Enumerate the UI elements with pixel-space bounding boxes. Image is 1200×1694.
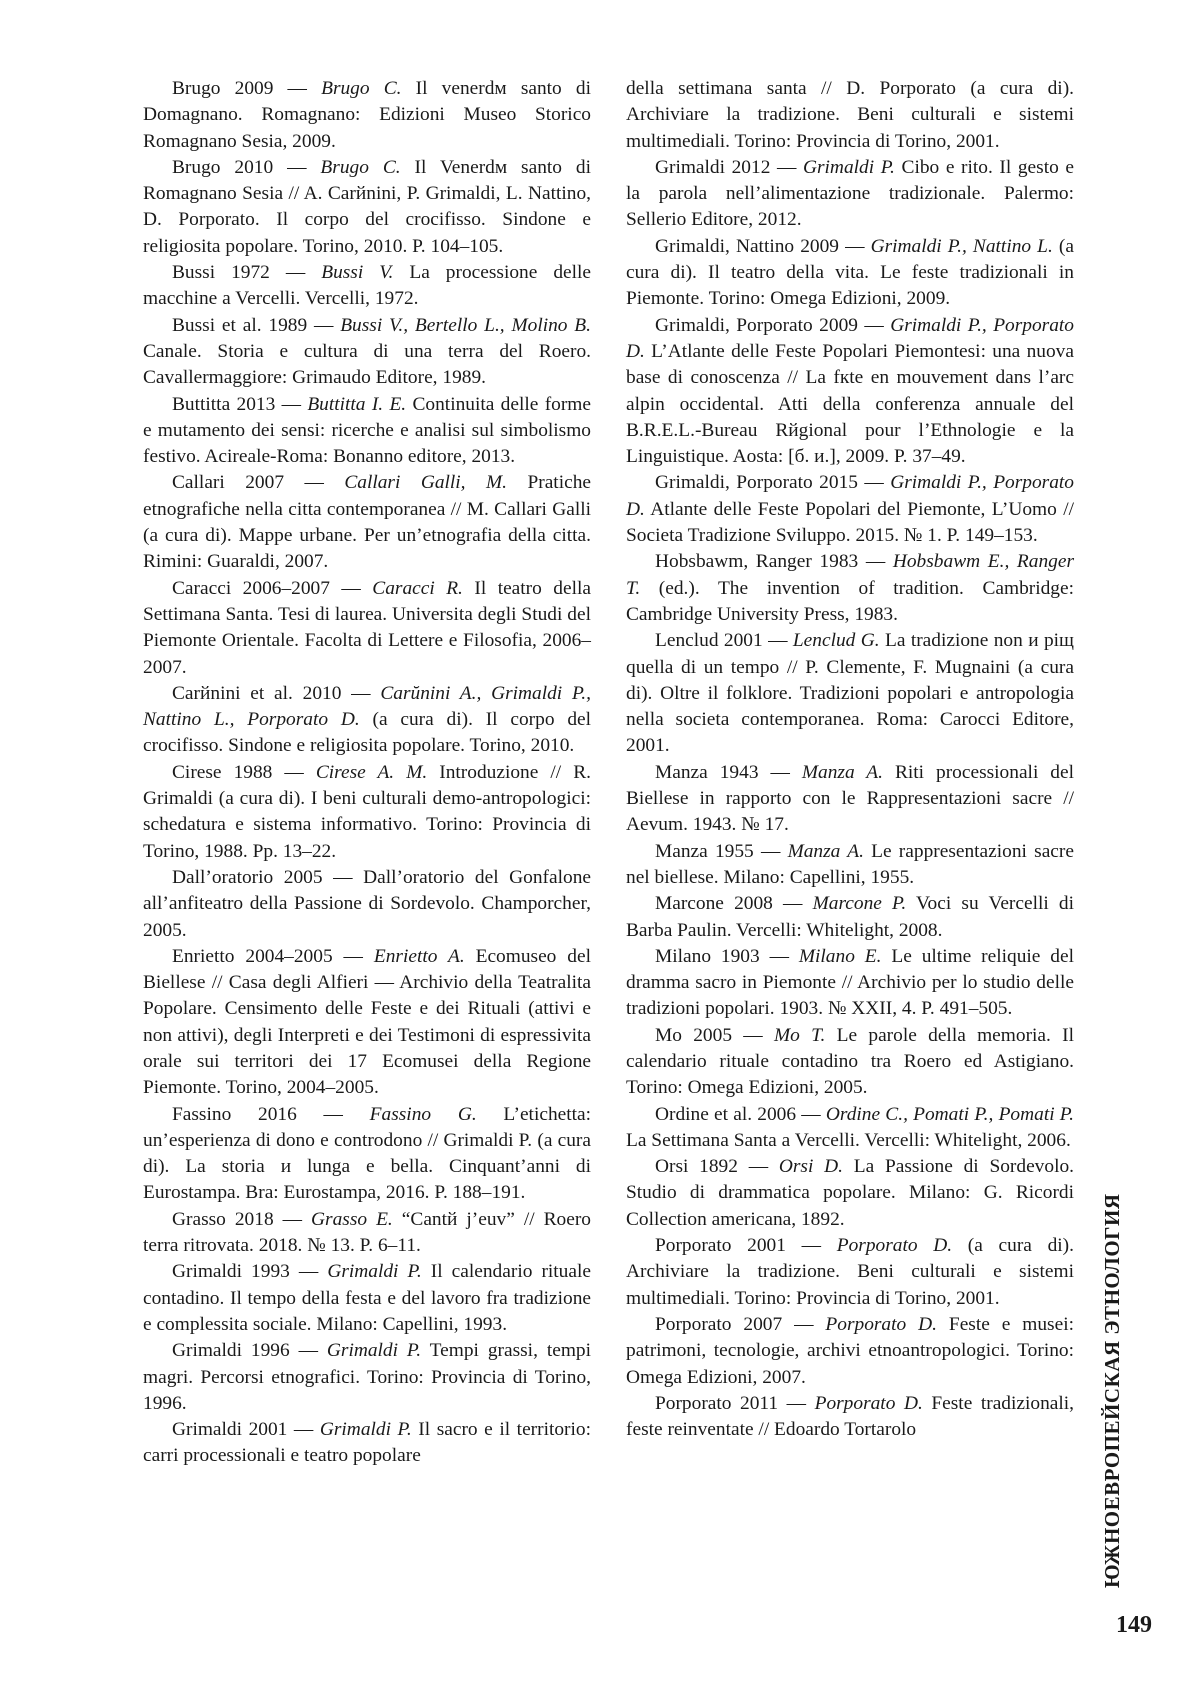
- reference-entry: [626, 234, 1074, 313]
- reference-entry: [626, 470, 1074, 549]
- reference-author: Porporato D.: [825, 1313, 937, 1335]
- reference-text: Canale. Storia e cultura di una terra del Roero. Cavallermaggiore: Grimaudo Editore, 1989.: [143, 340, 591, 389]
- reference-key: Milano 1903 —: [655, 945, 799, 967]
- reference-text: Feste tradizionali, feste reinventate // Edoardo Tortarolo: [626, 1392, 1075, 1441]
- reference-key: Orsi 1892 —: [655, 1156, 779, 1178]
- reference-text: Cibo e rito. Il gesto e la parola nell’alimentazione tradizionale. Palermo: Sellerio Editore, 2012.: [626, 156, 1074, 231]
- reference-key: Grimaldi 2001 —: [172, 1419, 320, 1441]
- reference-author: Bussi V.: [321, 262, 394, 284]
- reference-text: La Passione di Sordevolo. Studio di drammatica popolare. Milano: G. Ricordi Collection americana, 1892.: [626, 1156, 1075, 1230]
- reference-author: Enrietto A.: [373, 945, 465, 967]
- reference-entry: [626, 760, 1074, 839]
- reference-author: Grimaldi P.: [326, 1340, 422, 1362]
- reference-text: La processione delle macchine a Vercelli. Vercelli, 1972.: [143, 262, 592, 310]
- reference-entry: [143, 1417, 591, 1470]
- reference-entry: [143, 1102, 591, 1207]
- reference-key: Marcone 2008 —: [655, 893, 813, 915]
- reference-author: Cirese A. M.: [315, 761, 428, 783]
- reference-author: Milano E.: [798, 945, 882, 967]
- reference-author: Grimaldi P.: [319, 1419, 412, 1441]
- reference-entry: [626, 1391, 1074, 1444]
- reference-author: Brugo C.: [321, 78, 402, 99]
- reference-entry: [626, 1312, 1074, 1391]
- reference-entry: [143, 1259, 591, 1338]
- reference-key: Mo 2005 —: [655, 1024, 774, 1046]
- reference-key: Grimaldi, Nattino 2009 —: [655, 235, 871, 257]
- bibliography-left-column: [143, 76, 591, 1470]
- reference-author: Lenclud G.: [792, 630, 880, 652]
- reference-entry: [143, 1207, 591, 1260]
- reference-author: Brugo C.: [320, 156, 401, 178]
- reference-text: Le rappresentazioni sacre nel biellese. Milano: Capellini, 1955.: [626, 840, 1074, 888]
- page-number: 149: [1116, 1612, 1152, 1638]
- reference-text: Tempi grassi, tempi magri. Percorsi etnografici. Torino: Provincia di Torino, 1996.: [143, 1340, 591, 1414]
- reference-key: Grasso 2018 —: [172, 1208, 312, 1230]
- reference-key: Grimaldi 1993 —: [172, 1261, 328, 1283]
- reference-text: Il sacro e il territorio: carri processionali e teatro popolare: [143, 1419, 591, 1467]
- reference-entry: [626, 1102, 1074, 1155]
- reference-text: Riti processionali del Biellese in rapporto con le Rappresentazioni sacre // Aevum. 1943. № 17.: [626, 761, 1074, 836]
- reference-author: Manza A.: [787, 840, 864, 862]
- continued-entry-text: della settimana santa // D. Porporato (a cura di). Archiviare la tradizione. Beni culturali e sistemi multimediali. Torino: Provincia di Torino, 2001.: [626, 78, 1074, 152]
- reference-author: Manza A.: [801, 761, 883, 783]
- reference-key: Porporato 2011 —: [655, 1392, 815, 1414]
- reference-author: Carŭnini A., Grimaldi P., Nattino L., Porporato D.: [143, 682, 591, 731]
- reference-entry: [626, 155, 1074, 234]
- reference-text: (a cura di). Il teatro della vita. Le feste tradizionali in Piemonte. Torino: Omega Edizioni, 2009.: [626, 235, 1074, 310]
- reference-text: Continuita delle forme e mutamento dei sensi: ricerche e analisi sul simbolismo festivo. Acireale-Roma: Bonanno editore, 2013.: [143, 393, 591, 468]
- reference-key: Bussi et al. 1989 —: [172, 314, 341, 336]
- reference-key: Manza 1955 —: [655, 840, 788, 862]
- reference-author: Porporato D.: [836, 1235, 953, 1257]
- reference-text: Voci su Vercelli di Barba Paulin. Vercelli: Whitelight, 2008.: [626, 893, 1075, 941]
- reference-entry: [143, 392, 591, 471]
- reference-entry: [143, 470, 591, 575]
- reference-key: Porporato 2001 —: [655, 1235, 837, 1257]
- reference-entry: [143, 260, 591, 313]
- reference-key: Ordine et al. 2006 —: [655, 1103, 826, 1125]
- reference-text: (a cura di). Archiviare la tradizione. Beni culturali e sistemi multimediali. Torino: Provincia di Torino, 2001.: [626, 1235, 1074, 1309]
- reference-text: La Settimana Santa a Vercelli. Vercelli: Whitelight, 2006.: [626, 1129, 1071, 1151]
- reference-key: Callari 2007 —: [172, 472, 345, 494]
- reference-author: Bussi V., Bertello L., Molino B.: [340, 314, 591, 336]
- reference-text: Le parole della memoria. Il calendario rituale contadino tra Roero ed Astigiano. Torino: Omega Edizioni, 2005.: [626, 1024, 1075, 1099]
- journal-running-head: ЮЖНОЕВРОПЕЙСКАЯ ЭТНОЛОГИЯ: [1100, 1193, 1124, 1588]
- reference-key: Grimaldi 2012 —: [655, 156, 803, 178]
- reference-entry: [626, 1154, 1074, 1233]
- reference-entry: [626, 313, 1074, 471]
- reference-text: L’etichetta: un’esperienza di dono e controdono // Grimaldi P. (a cura di). La storia и lunga e bella. Cinquant’anni di Eurostampa. Bra: Eurostampa, 2016. P. 188–191.: [143, 1103, 592, 1204]
- reference-entry: [143, 576, 591, 681]
- reference-text: Feste e musei: patrimoni, tecnologie, archivi etnoantropologici. Torino: Omega Edizioni, 2007.: [626, 1313, 1074, 1388]
- reference-text: Atlante delle Feste Popolari del Piemonte, L’Uomo // Societa Tradizione Sviluppo. 2015. № 1. P. 149–153.: [626, 498, 1074, 547]
- reference-author: Hobsbawm E., Ranger T.: [626, 551, 1075, 599]
- reference-author: Ordine C., Pomati P., Pomati P.: [825, 1103, 1074, 1125]
- reference-entry: [626, 1023, 1074, 1102]
- reference-text: (a cura di). Il corpo del crocifisso. Sindone e religiosita popolare. Torino, 2010.: [143, 709, 592, 757]
- reference-author: Caracci R.: [372, 577, 463, 599]
- reference-text: Ecomuseo del Biellese // Casa degli Alfieri — Archivio della Teatralita Popolare. Censimento delle Feste e dei Rituali (attivi e non attivi), degli Interpreti e dei Testimoni di espressivita orale sui territori dei 17 Ecomusei della Regione Piemonte. Torino, 2004–2005.: [143, 945, 591, 1099]
- reference-entry: [143, 155, 591, 260]
- reference-entry: [626, 1233, 1074, 1312]
- reference-key: Lenclud 2001 —: [655, 630, 793, 652]
- reference-key: Cirese 1988 —: [172, 761, 316, 783]
- reference-key: Manza 1943 —: [655, 761, 802, 783]
- reference-author: Mo T.: [774, 1024, 826, 1046]
- reference-author: Orsi D.: [778, 1156, 843, 1178]
- reference-key: Grimaldi, Porporato 2015 —: [655, 472, 891, 494]
- reference-text: (ed.). The invention of tradition. Cambridge: Cambridge University Press, 1983.: [626, 577, 1074, 625]
- reference-author: Grimaldi P., Nattino L.: [870, 235, 1053, 257]
- reference-entry: [626, 628, 1074, 759]
- reference-key: Caracci 2006–2007 —: [172, 577, 373, 599]
- reference-entry: [626, 891, 1074, 944]
- reference-key: Bussi 1972 —: [172, 262, 322, 284]
- reference-text: La tradizione non и piщ quella di un tempo // P. Clemente, F. Mugnaini (a cura di). Oltre il folklore. Tradizioni popolari e antropologia nella societa contemporanea. Roma: Carocci Editore, 2001.: [626, 630, 1074, 757]
- reference-entry: [143, 865, 591, 944]
- reference-entry: [143, 76, 591, 155]
- reference-author: Buttitta I. E.: [307, 393, 407, 415]
- reference-entry: [626, 839, 1074, 892]
- reference-author: Grimaldi P., Porporato D.: [626, 314, 1074, 362]
- reference-key: Porporato 2007 —: [655, 1313, 826, 1335]
- reference-key: Brugo 2009 —: [172, 78, 322, 99]
- reference-entry: [626, 944, 1074, 1023]
- reference-text: Le ultime reliquie del dramma sacro in Piemonte // Archivio per lo studio delle tradizioni popolari. 1903. № XXII, 4. P. 491–505.: [626, 945, 1074, 1020]
- reference-author: Grimaldi P., Porporato D.: [626, 472, 1074, 520]
- reference-author: Marcone P.: [812, 893, 907, 915]
- reference-entry: [143, 760, 591, 865]
- reference-entry: [143, 313, 591, 392]
- reference-text: Introduzione // R. Grimaldi (a cura di). I beni culturali demo-antropologici: schedatura e sistema informativo. Torino: Provincia di Torino, 1988. Pp. 13–22.: [143, 761, 591, 862]
- reference-author: Fassino G.: [369, 1103, 477, 1125]
- reference-text: Il Venerdм santo di Romagnano Sesia // A. Carйnini, P. Grimaldi, L. Nattino, D. Porporato. Il corpo del crocifisso. Sindone e religiosita popolare. Torino, 2010. P. 104–105.: [143, 156, 591, 257]
- reference-key: Enrietto 2004–2005 —: [172, 945, 374, 967]
- reference-author: Grimaldi P.: [803, 156, 895, 178]
- reference-key: Buttitta 2013 —: [172, 393, 308, 415]
- reference-key: Grimaldi, Porporato 2009 —: [655, 314, 891, 336]
- reference-text: Il calendario rituale contadino. Il tempo della festa e del lavoro fra tradizione e complessita sociale. Milano: Capellini, 1993.: [143, 1261, 591, 1335]
- reference-author: Grasso E.: [311, 1208, 393, 1230]
- reference-text: Il venerdм santo di Domagnano. Romagnano: Edizioni Museo Storico Romagnano Sesia, 2009.: [143, 78, 591, 152]
- reference-key: Fassino 2016 —: [172, 1103, 370, 1125]
- reference-author: Callari Galli, M.: [344, 472, 507, 494]
- reference-text: L’Atlante delle Feste Popolari Piemontesi: una nuova base di conoscenza // La fкte en mouvement dans l’arc alpin occidental. Atti della conferenza annuale del B.R.E.L.-Bureau Rйgional pour l’Ethnologie e la Linguistique. Aosta: [б. и.], 2009. P. 37–49.: [626, 340, 1074, 468]
- reference-text: Il teatro della Settimana Santa. Tesi di laurea. Universita degli Studi del Piemonte Orientale. Facolta di Lettere e Filosofia, 2006–2007.: [143, 577, 591, 678]
- reference-entry: [143, 1338, 591, 1417]
- reference-text: Pratiche etnografiche nella citta contemporanea // M. Callari Galli (a cura di). Mappe urbane. Per un’etnografia della citta. Rimini: Guaraldi, 2007.: [143, 472, 591, 573]
- reference-author: Grimaldi P.: [327, 1261, 422, 1283]
- bibliography-right-column: [626, 76, 1074, 1443]
- reference-author: Porporato D.: [814, 1392, 923, 1414]
- reference-key: Brugo 2010 —: [172, 156, 321, 178]
- reference-entry: [143, 944, 591, 1102]
- reference-text: “Cantй j’euv” // Roero terra ritrovata. 2018. № 13. P. 6–11.: [143, 1208, 592, 1257]
- reference-key: Hobsbawm, Ranger 1983 —: [655, 551, 893, 573]
- reference-entry: [626, 549, 1074, 628]
- reference-entry: [143, 681, 591, 760]
- reference-key: Dall’oratorio 2005 — Dall’oratorio del Gonfalone all’anfiteatro della Passione di Sordevolo. Champorcher, 2005.: [143, 866, 591, 941]
- reference-key: Grimaldi 1996 —: [172, 1340, 327, 1362]
- reference-key: Carйnini et al. 2010 —: [172, 682, 381, 704]
